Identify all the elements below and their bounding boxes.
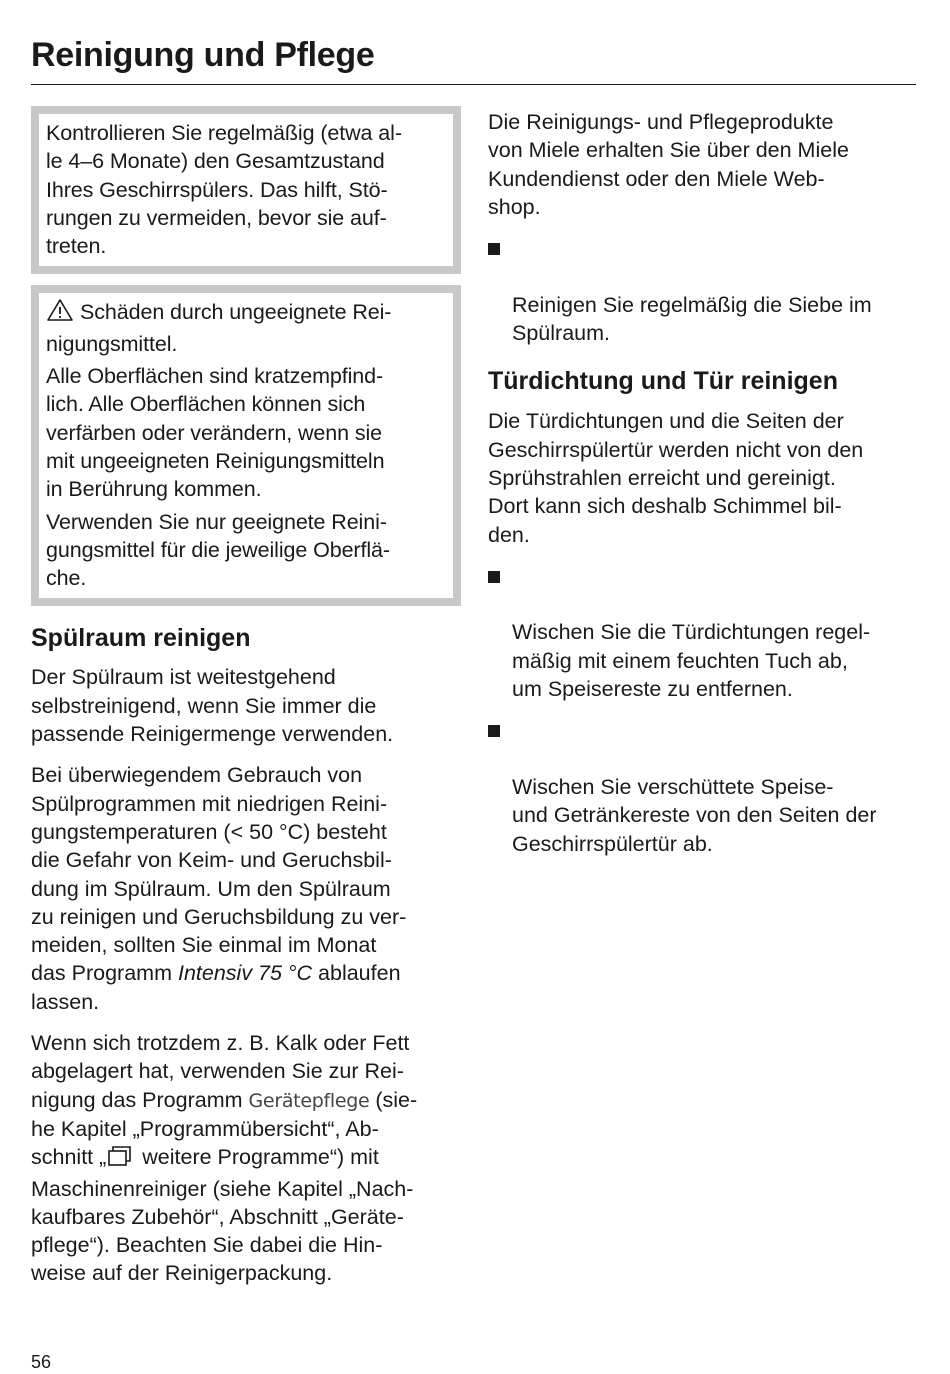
paragraph-intensive-program: Bei überwiegendem Gebrauch von Spülprogrammen mit niedrigen Reini- gungstemperaturen (< 50 °C) besteht die Gefahr von Keim- und Geruchsbil- dung im Spülraum. Um den Spülraum zu reinigen und Geruchsbildung zu ver- meiden, sollten Sie einmal im Monat das Programm Intensiv 75 °C ablaufen lassen. [31, 763, 407, 1014]
bullet-square-icon [488, 725, 500, 737]
bullet-square-icon [488, 571, 500, 583]
list-item [488, 716, 928, 857]
program-name-geraetepflege: Gerätepflege [248, 1089, 370, 1112]
paragraph-machine-care: Wenn sich trotzdem z. B. Kalk oder Fett abgelagert hat, verwenden Sie zur Rei- nigung das Programm Gerätepflege (sie- he Kapitel „Programmübersicht“, Ab- schnitt „ weitere Programme“) mit Maschinenreiniger (siehe Kapitel „Nach- kaufbares Zubehör“, Abschnitt „Geräte- pflege“). Beachten Sie dabei die Hin- weise auf der Reinigerpackung. [31, 1031, 418, 1286]
program-name-intensiv: Intensiv 75 °C [177, 961, 313, 986]
info-box-text: Kontrollieren Sie regelmäßig (etwa al- le 4–6 Monate) den Gesamtzustand Ihres Geschirrspülers. Das hilft, Stö- rungen zu vermeiden, bevor sie auf- treten. [46, 121, 402, 259]
warning-triangle-icon [46, 298, 74, 329]
bullet-square-icon [488, 243, 500, 255]
list-item-text: Reinigen Sie regelmäßig die Siebe im Spülraum. [512, 292, 872, 346]
warning-title-text: Schäden durch ungeeignete Rei- nigungsmittel. [46, 300, 392, 356]
warning-paragraph-1: Alle Oberflächen sind kratzempfind- lich. Alle Oberflächen können sich verfärben oder verändern, wenn sie mit ungeeigneten Reinigungsmitteln in Berührung kommen. [46, 364, 385, 502]
list-item [488, 562, 928, 703]
list-item-text: Wischen Sie verschüttete Speise- und Getränkereste von den Seiten der Geschirrspülertür ab. [512, 774, 877, 856]
info-box [31, 106, 461, 274]
warning-paragraph-2: Verwenden Sie nur geeignete Reini- gungsmittel für die jeweilige Oberflä- che. [46, 509, 390, 591]
list-item [488, 234, 928, 347]
section-heading-door: Türdichtung und Tür reinigen [488, 367, 838, 396]
list-item-text: Wischen Sie die Türdichtungen regel- mäßig mit einem feuchten Tuch ab, um Speisereste zu entfernen. [512, 620, 871, 702]
section-heading-spuelraum: Spülraum reinigen [31, 624, 251, 653]
warning-box [31, 285, 461, 606]
right-column [488, 108, 928, 858]
page-title: Reinigung und Pflege [31, 36, 375, 74]
paragraph-self-cleaning: Der Spülraum ist weitestgehend selbstreinigend, wenn Sie immer die passende Reinigermenge verwenden. [31, 665, 394, 747]
more-programs-icon [107, 1145, 133, 1174]
title-divider [31, 84, 916, 85]
warning-title [46, 298, 445, 358]
left-column [31, 106, 461, 1288]
paragraph-door-seals: Die Türdichtungen und die Seiten der Geschirrspülertür werden nicht von den Sprühstrahlen erreicht und gereinigt. Dort kann sich deshalb Schimmel bil- den. [488, 409, 864, 547]
page-number: 56 [31, 1352, 52, 1372]
paragraph-care-products: Die Reinigungs- und Pflegeprodukte von Miele erhalten Sie über den Miele Kundendienst oder den Miele Web- shop. [488, 110, 849, 219]
